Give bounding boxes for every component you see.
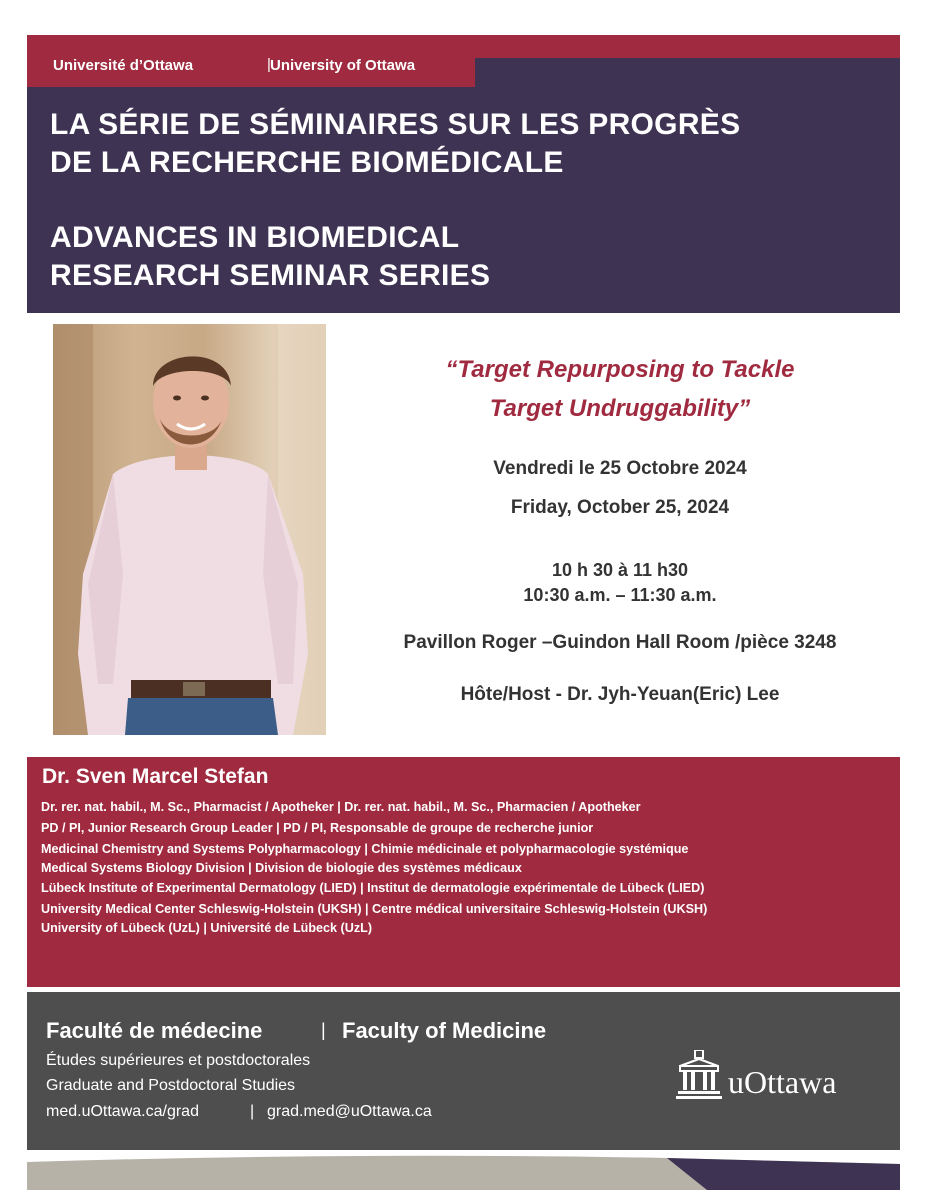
series-title-en-line1: ADVANCES IN BIOMEDICAL — [50, 221, 460, 254]
credential-line: Medicinal Chemistry and Systems Polypharmacology | Chimie médicinale et polypharmacologie systémique — [41, 842, 689, 856]
studies-en: Graduate and Postdoctoral Studies — [46, 1077, 296, 1094]
speaker-photo — [53, 324, 326, 735]
header-separator: | — [267, 56, 271, 73]
university-building-icon — [676, 1050, 722, 1100]
credential-line: University of Lübeck (UzL) | Université de Lübeck (UzL) — [41, 921, 373, 935]
credential-line: University Medical Center Schleswig-Holstein (UKSH) | Centre médical universitaire Schleswig-Holstein (UKSH) — [41, 902, 708, 916]
contact-separator: | — [250, 1103, 255, 1120]
studies-fr: Études supérieures et postdoctorales — [46, 1052, 311, 1069]
series-title-fr-line1: LA SÉRIE DE SÉMINAIRES SUR LES PROGRÈS — [50, 108, 741, 141]
footer-stripe — [27, 1150, 900, 1190]
email-link[interactable]: grad.med@uOttawa.ca — [267, 1103, 432, 1120]
series-title-fr-line2: DE LA RECHERCHE BIOMÉDICALE — [50, 146, 564, 179]
time-fr: 10 h 30 à 11 h30 — [551, 560, 689, 580]
time-en: 10:30 a.m. – 11:30 a.m. — [523, 585, 717, 605]
university-name-en: University of Ottawa — [270, 57, 416, 74]
website-link[interactable]: med.uOttawa.ca/grad — [46, 1103, 199, 1120]
host: Hôte/Host - Dr. Jyh-Yeuan(Eric) Lee — [460, 684, 780, 705]
header-tab-shape — [475, 58, 900, 87]
date-fr: Vendredi le 25 Octobre 2024 — [493, 458, 747, 479]
faculty-name-fr: Faculté de médecine — [46, 1018, 263, 1043]
talk-title-line2: Target Undruggability” — [489, 395, 751, 422]
talk-title-line1: “Target Repurposing to Tackle — [445, 356, 795, 383]
series-title-en-line2: RESEARCH SEMINAR SERIES — [50, 259, 491, 292]
university-name-fr: Université d’Ottawa — [53, 57, 194, 74]
credential-line: Dr. rer. nat. habil., M. Sc., Pharmacist / Apotheker | Dr. rer. nat. habil., M. Sc., Pharmacien / Apotheker — [41, 800, 641, 814]
uottawa-logo-text: uOttawa — [728, 1064, 837, 1100]
date-en: Friday, October 25, 2024 — [510, 497, 730, 518]
credential-line: PD / PI, Junior Research Group Leader | PD / PI, Responsable de groupe de recherche junior — [41, 821, 594, 835]
location: Pavillon Roger –Guindon Hall Room /pièce 3248 — [403, 632, 837, 653]
faculty-name-en: Faculty of Medicine — [342, 1018, 547, 1043]
speaker-name: Dr. Sven Marcel Stefan — [42, 765, 269, 788]
credential-line: Lübeck Institute of Experimental Dermatology (LIED) | Institut de dermatologie expérimentale de Lübeck (LIED) — [41, 881, 705, 895]
credential-line: Medical Systems Biology Division | Division de biologie des systèmes médicaux — [41, 861, 522, 875]
faculty-separator: | — [321, 1020, 326, 1040]
